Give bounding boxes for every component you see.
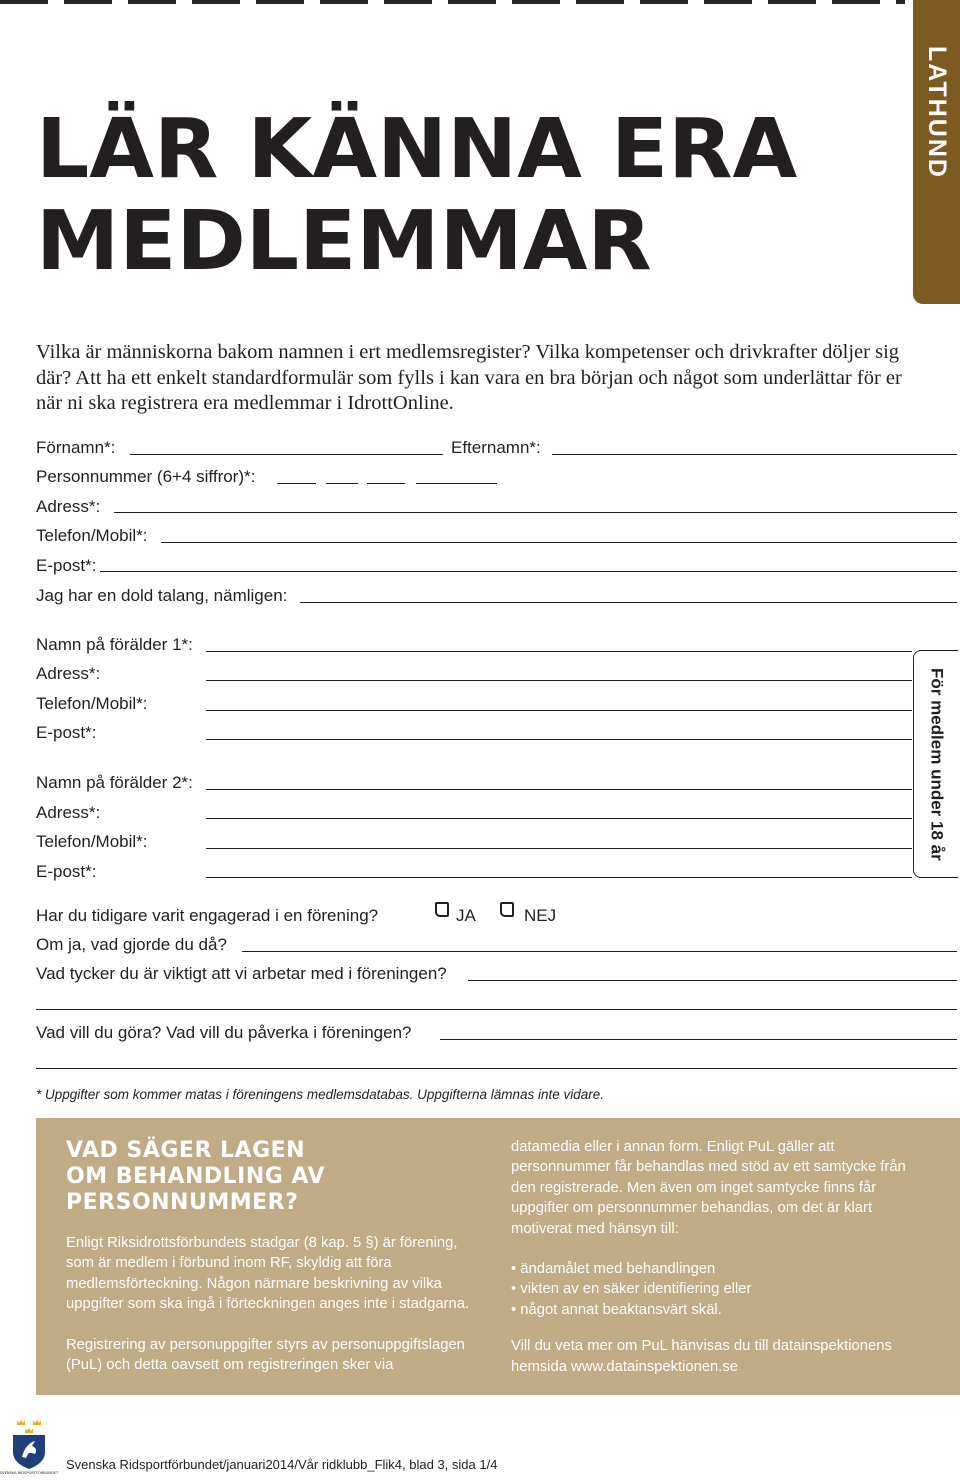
parent2-email-label: E-post*: [36,862,97,881]
parent2-name-field[interactable] [206,789,912,790]
parent1-phone-label: Telefon/Mobil*: [36,694,148,713]
intro-text: Vilka är människorna bakom namnen i ert medlemsregister? Vilka kompetenser och drivkrafter döljer sig där? Att ha ett enkelt standardformulär som fylls i kan vara en bra början och något som underlättar för er när ni ska registrera era medlemmar i IdrottOnline. [36,341,902,414]
parent2-phone-label: Telefon/Mobil*: [36,832,148,851]
first-name-field[interactable] [130,454,443,455]
info-box-title [66,1138,325,1216]
phone-field[interactable] [161,542,957,543]
page-title [36,104,797,288]
yes-label: JA [456,906,476,925]
info-right-paragraph-2: Vill du veta mer om PuL hänvisas du till datainspektionens hemsida www.datainspektionen.se [511,1338,892,1375]
influence-label: Vad vill du göra? Vad vill du påverka i föreningen? [36,1023,412,1042]
personnummer-label: Personnummer (6+4 siffror)*: [36,467,256,486]
info-right-paragraph-1: datamedia eller i annan form. Enligt PuL gäller att personnummer får behandlas med stöd av ett samtycke från den registrerade. Men även om inget samtycke finns får uppgifter om personnummer behandlas, om det är klart motiverat med hänsyn till: [511,1139,906,1237]
top-dashed-border [0,0,905,4]
important-label: Vad tycker du är viktigt att vi arbetar med i föreningen? [36,964,447,983]
ridsportforbundet-logo [0,1416,59,1478]
what-did-you-do-label: Om ja, vad gjorde du då? [36,935,227,954]
minor-member-tab-label: För medlem under 18 år [927,667,947,861]
logo-wordmark: SVENSKA RIDSPORTFÖRBUNDET [0,1471,59,1475]
personnummer-field-part4[interactable] [416,483,497,484]
personnummer-field-part2[interactable] [326,483,358,484]
no-label: NEJ [524,906,557,925]
info-box-title-line3: PERSONNUMMER? [66,1190,299,1215]
footer-text: Svenska Ridsportförbundet/januari2014/Vår ridklubb_Flik4, blad 3, sida 1/4 [66,1457,498,1472]
email-field[interactable] [100,571,957,572]
yes-checkbox[interactable] [435,902,449,917]
info-left-paragraph-2: Registrering av personuppgifter styrs av personuppgiftslagen (PuL) och detta oavsett om registreringen sker via [66,1336,465,1374]
personnummer-field-part3[interactable] [367,483,405,484]
email-label: E-post*: [36,556,97,575]
footnote: * Uppgifter som kommer matas i föreningens medlemsdatabas. Uppgifterna lämnas inte vidare. [36,1087,605,1102]
influence-field-line2[interactable] [36,1068,957,1069]
info-left-paragraph-1: Enligt Riksidrottsförbundets stadgar (8 kap. 5 §) är förening, som är medlem i förbund inom RF, skyldig att föra medlemsförteckning. Någon närmare beskrivning av vilka uppgifter som ska ingå i förteckningen anges inte i stadgarna. [66,1235,470,1313]
info-box-title-line2: OM BEHANDLING AV [66,1164,326,1189]
engaged-question: Har du tidigare varit engagerad i en förening? [36,906,379,925]
parent2-address-label: Adress*: [36,803,101,822]
parent1-email-label: E-post*: [36,723,97,742]
address-field[interactable] [114,512,957,513]
page-title-line1: LÄR KÄNNA ERA [36,102,798,197]
talent-field[interactable] [300,602,957,603]
parent1-address-field[interactable] [206,680,912,681]
parent2-email-field[interactable] [206,877,912,878]
parent1-name-field[interactable] [206,651,912,652]
info-bullet-item: • något annat beaktansvärt skäl. [511,1300,931,1320]
parent1-address-label: Adress*: [36,664,101,683]
page-title-line2: MEDLEMMAR [36,194,652,289]
parent1-phone-field[interactable] [206,710,912,711]
parent2-address-field[interactable] [206,818,912,819]
address-label: Adress*: [36,497,101,516]
info-bullet-list [511,1259,931,1320]
important-field[interactable] [468,980,957,981]
first-name-label: Förnamn*: [36,438,116,457]
parent1-name-label: Namn på förälder 1*: [36,635,193,654]
parent2-phone-field[interactable] [206,848,912,849]
info-right-column [511,1137,931,1377]
last-name-field[interactable] [552,454,957,455]
influence-field[interactable] [440,1039,957,1040]
info-bullet-item: • ändamålet med behandlingen [511,1259,931,1279]
personnummer-field-part1[interactable] [277,483,316,484]
talent-label: Jag har en dold talang, nämligen: [36,586,288,605]
what-did-you-do-field[interactable] [242,951,957,952]
important-field-line2[interactable] [36,1009,957,1010]
parent1-email-field[interactable] [206,739,912,740]
info-left-column [66,1233,484,1375]
info-bullet-item: • vikten av en säker identifiering eller [511,1279,931,1299]
last-name-label: Efternamn*: [451,438,541,457]
lathund-tab-label: LATHUND [923,45,951,179]
parent2-name-label: Namn på förälder 2*: [36,773,193,792]
phone-label: Telefon/Mobil*: [36,526,148,545]
no-checkbox[interactable] [500,902,514,917]
info-box-title-line1: VAD SÄGER LAGEN [66,1138,306,1163]
